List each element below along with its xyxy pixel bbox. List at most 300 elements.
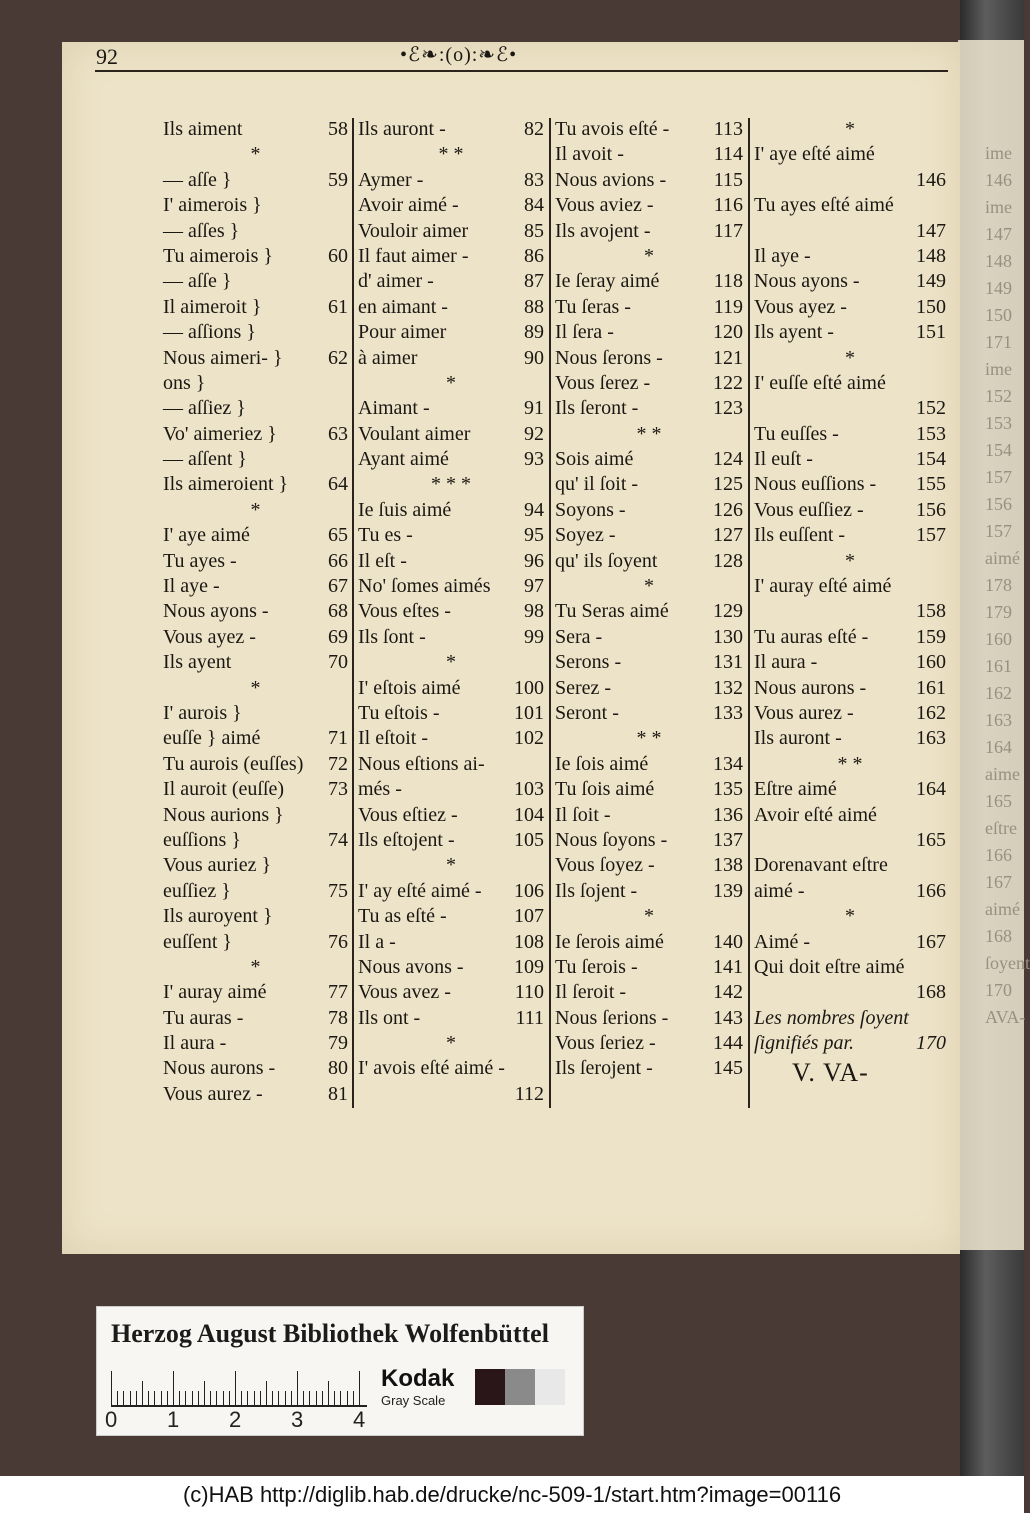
conjugation-row xyxy=(555,930,743,955)
form-number: 162 xyxy=(916,701,946,724)
ruler-tick xyxy=(347,1391,348,1405)
form-number: 156 xyxy=(916,498,946,521)
kodak-brand: Kodak xyxy=(381,1365,455,1392)
bleed-through-word: ſoyent xyxy=(985,953,1030,973)
conjugation-row xyxy=(163,422,348,447)
bleed-through-word: 170 xyxy=(985,980,1012,1000)
conjugation-row xyxy=(754,853,946,878)
verb-form: Il euſt - xyxy=(754,448,813,471)
conjugation-row xyxy=(754,955,946,980)
bleed-through-word: 167 xyxy=(985,872,1012,892)
conjugation-row xyxy=(555,371,743,396)
conjugation-row xyxy=(358,980,544,1005)
form-number: 109 xyxy=(514,955,544,978)
asterisk-mark: * xyxy=(845,549,855,572)
verb-form: Nous avons - xyxy=(358,955,464,978)
form-number: 68 xyxy=(328,600,348,623)
verb-form: Ils auront - xyxy=(754,727,842,750)
ruler-tick xyxy=(254,1391,255,1405)
verb-form: Vous auriez } xyxy=(163,854,272,877)
verb-form: Soyez - xyxy=(555,524,616,547)
bleed-through-word: 165 xyxy=(985,791,1012,811)
conjugation-row xyxy=(754,777,946,802)
verb-form: euſſiez } xyxy=(163,879,231,902)
form-number: 149 xyxy=(916,270,946,293)
form-number: 98 xyxy=(524,600,544,623)
form-number: 144 xyxy=(713,1032,743,1055)
bleed-through-word: 146 xyxy=(985,170,1012,190)
form-number: 76 xyxy=(328,930,348,953)
form-number: 153 xyxy=(916,422,946,445)
verb-form: Ils ayent - xyxy=(754,321,834,344)
verb-form: Vous ſerez - xyxy=(555,371,651,394)
verb-form: — aſſiez } xyxy=(163,397,246,420)
verb-form: Ils ſojent - xyxy=(555,879,638,902)
conjugation-row xyxy=(555,142,743,167)
verb-form: I' avois eſté aimé - xyxy=(358,1057,505,1080)
page-number: 92 xyxy=(96,44,118,69)
verb-form: Aymer - xyxy=(358,168,424,191)
ruler-tick xyxy=(161,1391,162,1405)
verb-form: I' auray eſté aimé xyxy=(754,575,892,598)
conjugation-row xyxy=(163,1056,348,1081)
conjugation-row xyxy=(754,574,946,599)
ruler-tick xyxy=(322,1391,323,1405)
conjugation-row xyxy=(163,371,348,396)
ruler-tick xyxy=(154,1391,155,1405)
header-ornament: •ℰ❧:(o):❧ℰ• xyxy=(400,44,518,66)
form-number: 127 xyxy=(713,524,743,547)
form-number: 151 xyxy=(916,321,946,344)
conjugation-row xyxy=(358,168,544,193)
conjugation-row xyxy=(754,422,946,447)
conjugation-row xyxy=(358,447,544,472)
verb-form: I' aurois } xyxy=(163,701,242,724)
form-number: 96 xyxy=(524,549,544,572)
form-number: 62 xyxy=(328,346,348,369)
ruler-tick xyxy=(229,1391,230,1405)
bleed-through-word: 179 xyxy=(985,602,1012,622)
asterisk-mark: * xyxy=(250,955,261,978)
verb-form: Tu euſſes - xyxy=(754,422,839,445)
ruler-tick xyxy=(111,1371,112,1405)
conjugation-row xyxy=(358,1082,544,1107)
section-asterisk xyxy=(555,904,743,929)
form-number: 157 xyxy=(916,524,946,547)
ruler-label: 3 xyxy=(291,1407,304,1432)
asterisk-mark: * xyxy=(845,905,855,928)
bleed-through-word: 156 xyxy=(985,494,1012,514)
conjugation-row xyxy=(754,269,946,294)
conjugation-row xyxy=(754,219,946,244)
gray-patch-mid xyxy=(505,1369,535,1405)
verb-form: Vous eſtes - xyxy=(358,600,451,623)
bleed-through-word: 154 xyxy=(985,440,1012,460)
form-number: 107 xyxy=(514,905,544,928)
ruler-label: 1 xyxy=(167,1407,180,1432)
section-asterisk xyxy=(358,371,544,396)
verb-form: Ils euſſent - xyxy=(754,524,846,547)
conjugation-row xyxy=(163,574,348,599)
verb-form: Vo' aimeriez } xyxy=(163,422,277,445)
conjugation-row xyxy=(358,117,544,142)
form-number: 124 xyxy=(713,448,743,471)
section-asterisk xyxy=(358,142,544,167)
verb-form: I' aye aimé xyxy=(163,524,250,547)
verb-form: Nous euſſions - xyxy=(754,473,877,496)
form-number: 93 xyxy=(524,448,544,471)
verb-form: à aimer xyxy=(358,346,418,369)
section-asterisk xyxy=(555,726,743,751)
verb-form: Il aura - xyxy=(754,651,818,674)
asterisk-mark: * xyxy=(644,244,654,267)
form-number: 59 xyxy=(328,168,348,191)
form-number: 94 xyxy=(524,498,544,521)
verb-form: Il aimeroit } xyxy=(163,295,262,318)
form-number: 92 xyxy=(524,422,544,445)
form-number: 112 xyxy=(514,1082,544,1105)
bleed-through-word: ime xyxy=(985,359,1012,379)
conjugation-row xyxy=(163,549,348,574)
verb-form: Ils ont - xyxy=(358,1006,421,1029)
ruler-label: 4 xyxy=(353,1407,366,1432)
verb-form: I' eſtois aimé xyxy=(358,676,461,699)
verb-form: Il auroit (euſſe) xyxy=(163,778,285,801)
conjugation-row xyxy=(358,752,544,777)
ruler-tick xyxy=(142,1381,143,1405)
form-number: 84 xyxy=(524,194,544,217)
conjugation-row xyxy=(555,396,743,421)
ruler-tick xyxy=(235,1371,236,1405)
form-number: 140 xyxy=(713,930,743,953)
form-number: 115 xyxy=(713,168,743,191)
conjugation-row xyxy=(358,676,544,701)
conjugation-row xyxy=(555,803,743,828)
form-number: 72 xyxy=(328,752,348,775)
section-asterisk xyxy=(754,346,946,371)
ruler-tick xyxy=(340,1391,341,1405)
section-asterisk xyxy=(754,117,946,142)
conjugation-row xyxy=(754,244,946,269)
verb-form: Vous ayez - xyxy=(163,625,256,648)
ruler-tick xyxy=(204,1381,205,1405)
form-number: 71 xyxy=(328,727,348,750)
form-number: 163 xyxy=(916,727,946,750)
conjugation-row xyxy=(163,1082,348,1107)
verb-form: — aſſions } xyxy=(163,321,256,344)
ruler-tick xyxy=(216,1391,217,1405)
conjugation-row xyxy=(555,752,743,777)
conjugation-row xyxy=(754,371,946,396)
asterisk-mark: * xyxy=(250,676,261,699)
conjugation-row xyxy=(163,599,348,624)
verb-form: Il eſtoit - xyxy=(358,727,428,750)
verb-form: Nous ayons - xyxy=(163,600,269,623)
form-number: 158 xyxy=(916,600,946,623)
conjugation-row xyxy=(358,269,544,294)
conjugation-row xyxy=(555,879,743,904)
verb-form: — aſſent } xyxy=(163,448,248,471)
conjugation-row xyxy=(358,879,544,904)
form-number: 150 xyxy=(916,295,946,318)
ruler-label: 2 xyxy=(229,1407,242,1432)
verb-form: Tu avois eſté - xyxy=(555,118,670,140)
conjugation-row xyxy=(358,396,544,421)
verb-form: Nous aurons - xyxy=(163,1057,276,1080)
asterisk-mark: * * xyxy=(636,727,662,750)
ruler-tick xyxy=(210,1391,211,1405)
bleed-through-word: 157 xyxy=(985,521,1012,541)
verb-form: Vous aurez - xyxy=(754,701,854,724)
verb-form: Nous aurions } xyxy=(163,803,284,826)
form-number: 58 xyxy=(328,118,348,140)
conjugation-row xyxy=(555,701,743,726)
verb-form: ons } xyxy=(163,371,206,394)
verb-form: euſſe } aimé xyxy=(163,727,261,750)
form-number: 89 xyxy=(524,321,544,344)
conjugation-row xyxy=(754,142,946,167)
conjugation-row xyxy=(555,320,743,345)
conjugation-row xyxy=(163,879,348,904)
gray-patch-light xyxy=(535,1369,565,1405)
form-number: 77 xyxy=(328,981,348,1004)
form-number: 137 xyxy=(713,828,743,851)
form-number: 118 xyxy=(713,270,743,293)
ruler-tick xyxy=(123,1391,124,1405)
conjugation-row xyxy=(555,1056,743,1081)
asterisk-mark: * * xyxy=(636,422,662,445)
conjugation-row xyxy=(163,726,348,751)
asterisk-mark: * xyxy=(446,651,456,674)
verb-form: Il aura - xyxy=(163,1032,227,1055)
conjugation-row xyxy=(555,193,743,218)
conjugation-row xyxy=(358,244,544,269)
kodak-logo xyxy=(381,1365,454,1408)
verb-form: qu' il ſoit - xyxy=(555,473,639,496)
form-number: 117 xyxy=(713,219,743,242)
conjugation-row xyxy=(555,828,743,853)
verb-form: Ils ſerojent - xyxy=(555,1057,653,1080)
form-number: 146 xyxy=(916,168,946,191)
verb-form: Tu ſois aimé xyxy=(555,778,655,801)
verb-form: Avoir aimé - xyxy=(358,194,459,217)
form-number: 116 xyxy=(713,194,743,217)
ruler-tick xyxy=(353,1391,354,1405)
verb-form: Il ſera - xyxy=(555,321,614,344)
bleed-through-word: 160 xyxy=(985,629,1012,649)
form-number: 129 xyxy=(713,600,743,623)
asterisk-mark: * xyxy=(644,905,654,928)
conjugation-row xyxy=(555,346,743,371)
form-number: 168 xyxy=(916,981,946,1004)
conjugation-row xyxy=(555,599,743,624)
conjugation-row xyxy=(754,1031,946,1056)
verb-form: Eſtre aimé xyxy=(754,778,837,801)
ruler-tick xyxy=(198,1391,199,1405)
form-number: 99 xyxy=(524,625,544,648)
conjugation-row xyxy=(754,498,946,523)
asterisk-mark: * xyxy=(446,371,456,394)
conjugation-row xyxy=(754,930,946,955)
conjugation-row xyxy=(163,1031,348,1056)
bleed-through-word: 153 xyxy=(985,413,1012,433)
conjugation-row xyxy=(163,777,348,802)
form-number: 88 xyxy=(524,295,544,318)
ruler-tick xyxy=(185,1391,186,1405)
verb-form: Vous ſeriez - xyxy=(555,1032,656,1055)
verb-form: Tu auras - xyxy=(163,1006,244,1029)
section-asterisk xyxy=(754,549,946,574)
conjugation-row xyxy=(754,168,946,193)
conjugation-row xyxy=(358,498,544,523)
color-calibration-bar xyxy=(96,1306,584,1436)
section-asterisk xyxy=(163,955,348,980)
verb-form: Serez - xyxy=(555,676,612,699)
conjugation-row xyxy=(358,295,544,320)
conjugation-row xyxy=(358,828,544,853)
form-number: 121 xyxy=(713,346,743,369)
verb-form: — aſſe } xyxy=(163,168,232,191)
verb-form: Tu es - xyxy=(358,524,413,547)
verb-form: Ayant aimé xyxy=(358,448,449,471)
section-asterisk xyxy=(163,498,348,523)
conjugation-row xyxy=(358,599,544,624)
form-number: 74 xyxy=(328,828,348,851)
verb-form: Il aye - xyxy=(754,244,811,267)
verb-column-4 xyxy=(754,117,946,1056)
bleed-through-word: 148 xyxy=(985,251,1012,271)
verb-form: Aimé - xyxy=(754,930,811,953)
form-number: 61 xyxy=(328,295,348,318)
conjugation-row xyxy=(163,803,348,828)
ruler-tick xyxy=(167,1391,168,1405)
conjugation-row xyxy=(163,269,348,294)
form-number: 82 xyxy=(524,118,544,140)
conjugation-row xyxy=(754,320,946,345)
verb-form: Vous ſoyez - xyxy=(555,854,655,877)
form-number: 135 xyxy=(713,778,743,801)
form-number: 114 xyxy=(713,143,743,166)
bleed-through-word: 162 xyxy=(985,683,1012,703)
ruler-tick xyxy=(278,1391,279,1405)
verb-form: Les nombres ſoyent xyxy=(754,1006,909,1029)
form-number: 60 xyxy=(328,244,348,267)
conjugation-row xyxy=(555,676,743,701)
conjugation-row xyxy=(555,549,743,574)
bleed-through-word: 163 xyxy=(985,710,1012,730)
conjugation-row xyxy=(555,980,743,1005)
form-number: 101 xyxy=(514,701,544,724)
conjugation-row xyxy=(754,701,946,726)
verb-form: Tu ayes - xyxy=(163,549,237,572)
conjugation-row xyxy=(163,346,348,371)
ruler-tick xyxy=(241,1391,242,1405)
asterisk-mark: * xyxy=(845,346,855,369)
conjugation-row xyxy=(754,472,946,497)
verb-form: Pour aimer xyxy=(358,321,447,344)
verb-form: I' euſſe eſté aimé xyxy=(754,371,886,394)
conjugation-row xyxy=(358,320,544,345)
form-number: 119 xyxy=(713,295,743,318)
ruler-tick xyxy=(148,1391,149,1405)
section-asterisk xyxy=(555,422,743,447)
conjugation-row xyxy=(555,625,743,650)
form-number: 166 xyxy=(916,879,946,902)
section-asterisk xyxy=(754,904,946,929)
kodak-subtitle: Gray Scale xyxy=(381,1393,446,1408)
verb-form: Ie ſuis aimé xyxy=(358,498,452,521)
verb-form: Ils aiment xyxy=(163,118,243,140)
ruler-tick xyxy=(334,1391,335,1405)
conjugation-row xyxy=(163,701,348,726)
verb-form: en aimant - xyxy=(358,295,448,318)
verb-form: Avoir eſté aimé xyxy=(754,803,877,826)
conjugation-row xyxy=(163,219,348,244)
verb-form: Nous eſtions ai- xyxy=(358,752,485,775)
conjugation-row xyxy=(358,1006,544,1031)
ruler-tick xyxy=(247,1391,248,1405)
catchword: V. VA- xyxy=(792,1058,869,1087)
verb-column-3 xyxy=(555,117,743,1082)
conjugation-row xyxy=(163,295,348,320)
conjugation-row xyxy=(358,726,544,751)
verb-form: Ils auroyent } xyxy=(163,905,273,928)
form-number: 147 xyxy=(916,219,946,242)
form-number: 165 xyxy=(916,828,946,851)
form-number: 123 xyxy=(713,397,743,420)
conjugation-row xyxy=(555,650,743,675)
verb-form: Il a - xyxy=(358,930,396,953)
verb-form: Serons - xyxy=(555,651,622,674)
verb-form: Dorenavant eſtre xyxy=(754,854,888,877)
conjugation-row xyxy=(358,346,544,371)
conjugation-row xyxy=(163,828,348,853)
section-asterisk xyxy=(754,752,946,777)
verb-form: Ie ſois aimé xyxy=(555,752,649,775)
section-asterisk xyxy=(555,574,743,599)
verb-form: Aimant - xyxy=(358,397,430,420)
verb-form: aimé - xyxy=(754,879,805,902)
form-number: 128 xyxy=(713,549,743,572)
conjugation-row xyxy=(358,701,544,726)
form-number: 160 xyxy=(916,651,946,674)
conjugation-row xyxy=(555,472,743,497)
bleed-through-word: 171 xyxy=(985,332,1012,352)
conjugation-row xyxy=(754,193,946,218)
section-asterisk xyxy=(358,650,544,675)
conjugation-row xyxy=(754,980,946,1005)
verb-form: Ie ſerois aimé xyxy=(555,930,664,953)
conjugation-row xyxy=(555,853,743,878)
ruler-tick xyxy=(272,1391,273,1405)
ruler-tick xyxy=(285,1391,286,1405)
bleed-through-word: 166 xyxy=(985,845,1012,865)
form-number: 134 xyxy=(713,752,743,775)
form-number: 126 xyxy=(713,498,743,521)
form-number: 67 xyxy=(328,575,348,598)
asterisk-mark: * xyxy=(446,854,456,877)
verb-form: Il avoit - xyxy=(555,143,624,166)
conjugation-row xyxy=(358,549,544,574)
verb-form: Il ſeroit - xyxy=(555,981,627,1004)
ruler-scale xyxy=(111,1369,367,1407)
verb-form: Nous ſerions - xyxy=(555,1006,669,1029)
verb-form: Vous eſtiez - xyxy=(358,803,458,826)
bleed-through-word: aimé xyxy=(985,548,1020,568)
conjugation-row xyxy=(555,295,743,320)
verb-form: Il ſoit - xyxy=(555,803,611,826)
conjugation-row xyxy=(163,193,348,218)
